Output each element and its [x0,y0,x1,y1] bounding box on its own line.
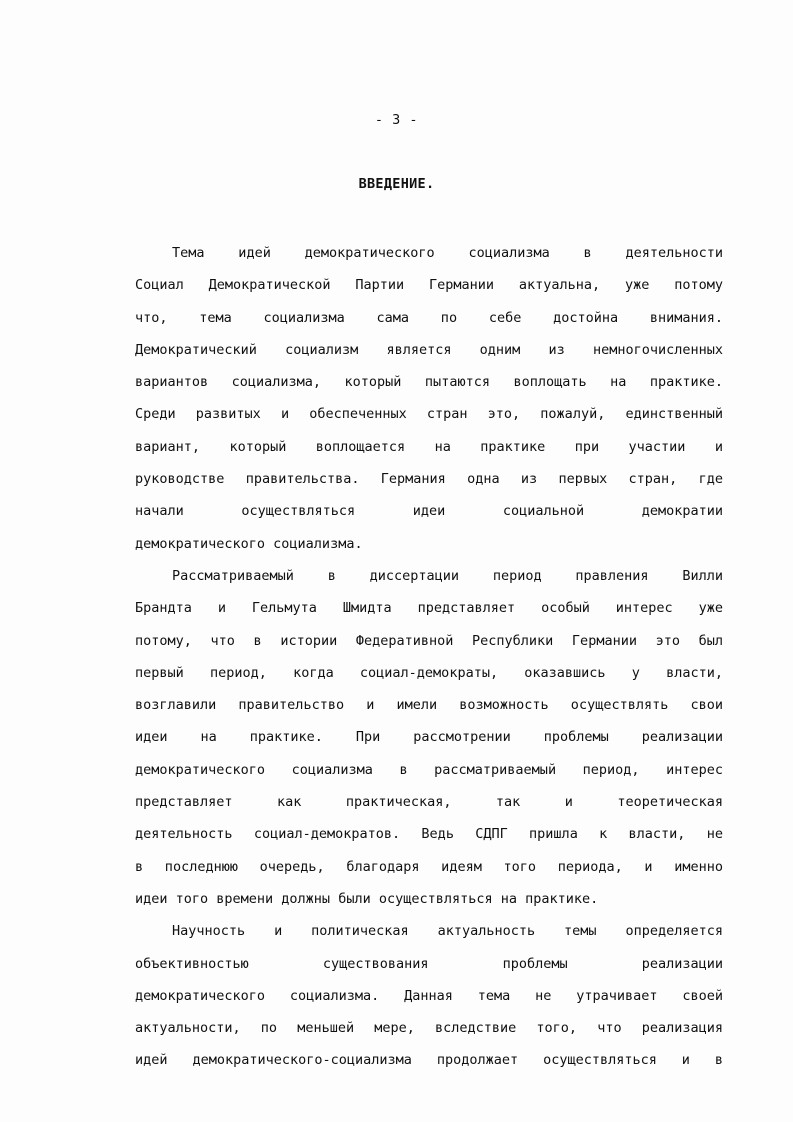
text-line: Среди развитых и обеспеченных стран это, пожалуй, единственный [135,406,723,423]
text-line: Рассматриваемый в диссертации период правления Вилли [172,567,723,584]
text-line: Тема идей демократического социализма в деятельности [172,245,723,261]
text-line: идеи на практике. При рассмотрении проблемы реализации [135,729,723,746]
text-line: вариантов социализма, который пытаются воплощать на практике. [135,374,723,391]
text-line: Демократический социализм является одним из немногочисленных [135,341,723,358]
text-line: Социал Демократической Партии Германии актуальна, уже потому [135,277,723,294]
page-number: - 3 - [374,112,419,128]
text-line: объективностью существования проблемы реализации [135,955,723,972]
text-line: идеи того времени должны были осуществляться на практике. [135,890,599,907]
text-line: потому, что в истории Федеративной Республики Германии это был [135,632,723,649]
text-line: Брандта и Гельмута Шмидта представляет особый интерес уже [135,600,723,617]
text-line: возглавили правительство и имели возможность осуществлять свои [135,697,723,714]
text-line: руководстве правительства. Германия одна из первых стран, где [135,471,723,488]
text-line: демократического социализма. [135,535,363,552]
text-line: что, тема социализма сама по себе достойна внимания. [135,309,723,326]
text-line: демократического социализма. Данная тема не утрачивает своей [135,987,723,1004]
body-text [135,237,723,1077]
text-line: представляет как практическая, так и теоретическая [135,794,723,811]
text-line: вариант, который воплощается на практике при участии и [135,438,723,455]
text-line: первый период, когда социал-демократы, оказавшись у власти, [135,664,723,681]
text-line: начали осуществляться идеи социальной демократии [135,503,723,520]
text-line: идей демократического-социализма продолжает осуществляться и в [135,1052,723,1069]
text-line: в последнюю очередь, благодаря идеям того периода, и именно [135,858,723,875]
text-line: деятельность социал-демократов. Ведь СДПГ пришла к власти, не [135,826,723,843]
text-line: актуальности, по меньшей мере, вследствие того, что реализация [135,1020,723,1037]
section-heading: ВВЕДЕНИЕ. [358,176,435,192]
text-line: Научность и политическая актуальность темы определяется [172,923,723,940]
text-line: демократического социализма в рассматриваемый период, интерес [135,761,723,778]
